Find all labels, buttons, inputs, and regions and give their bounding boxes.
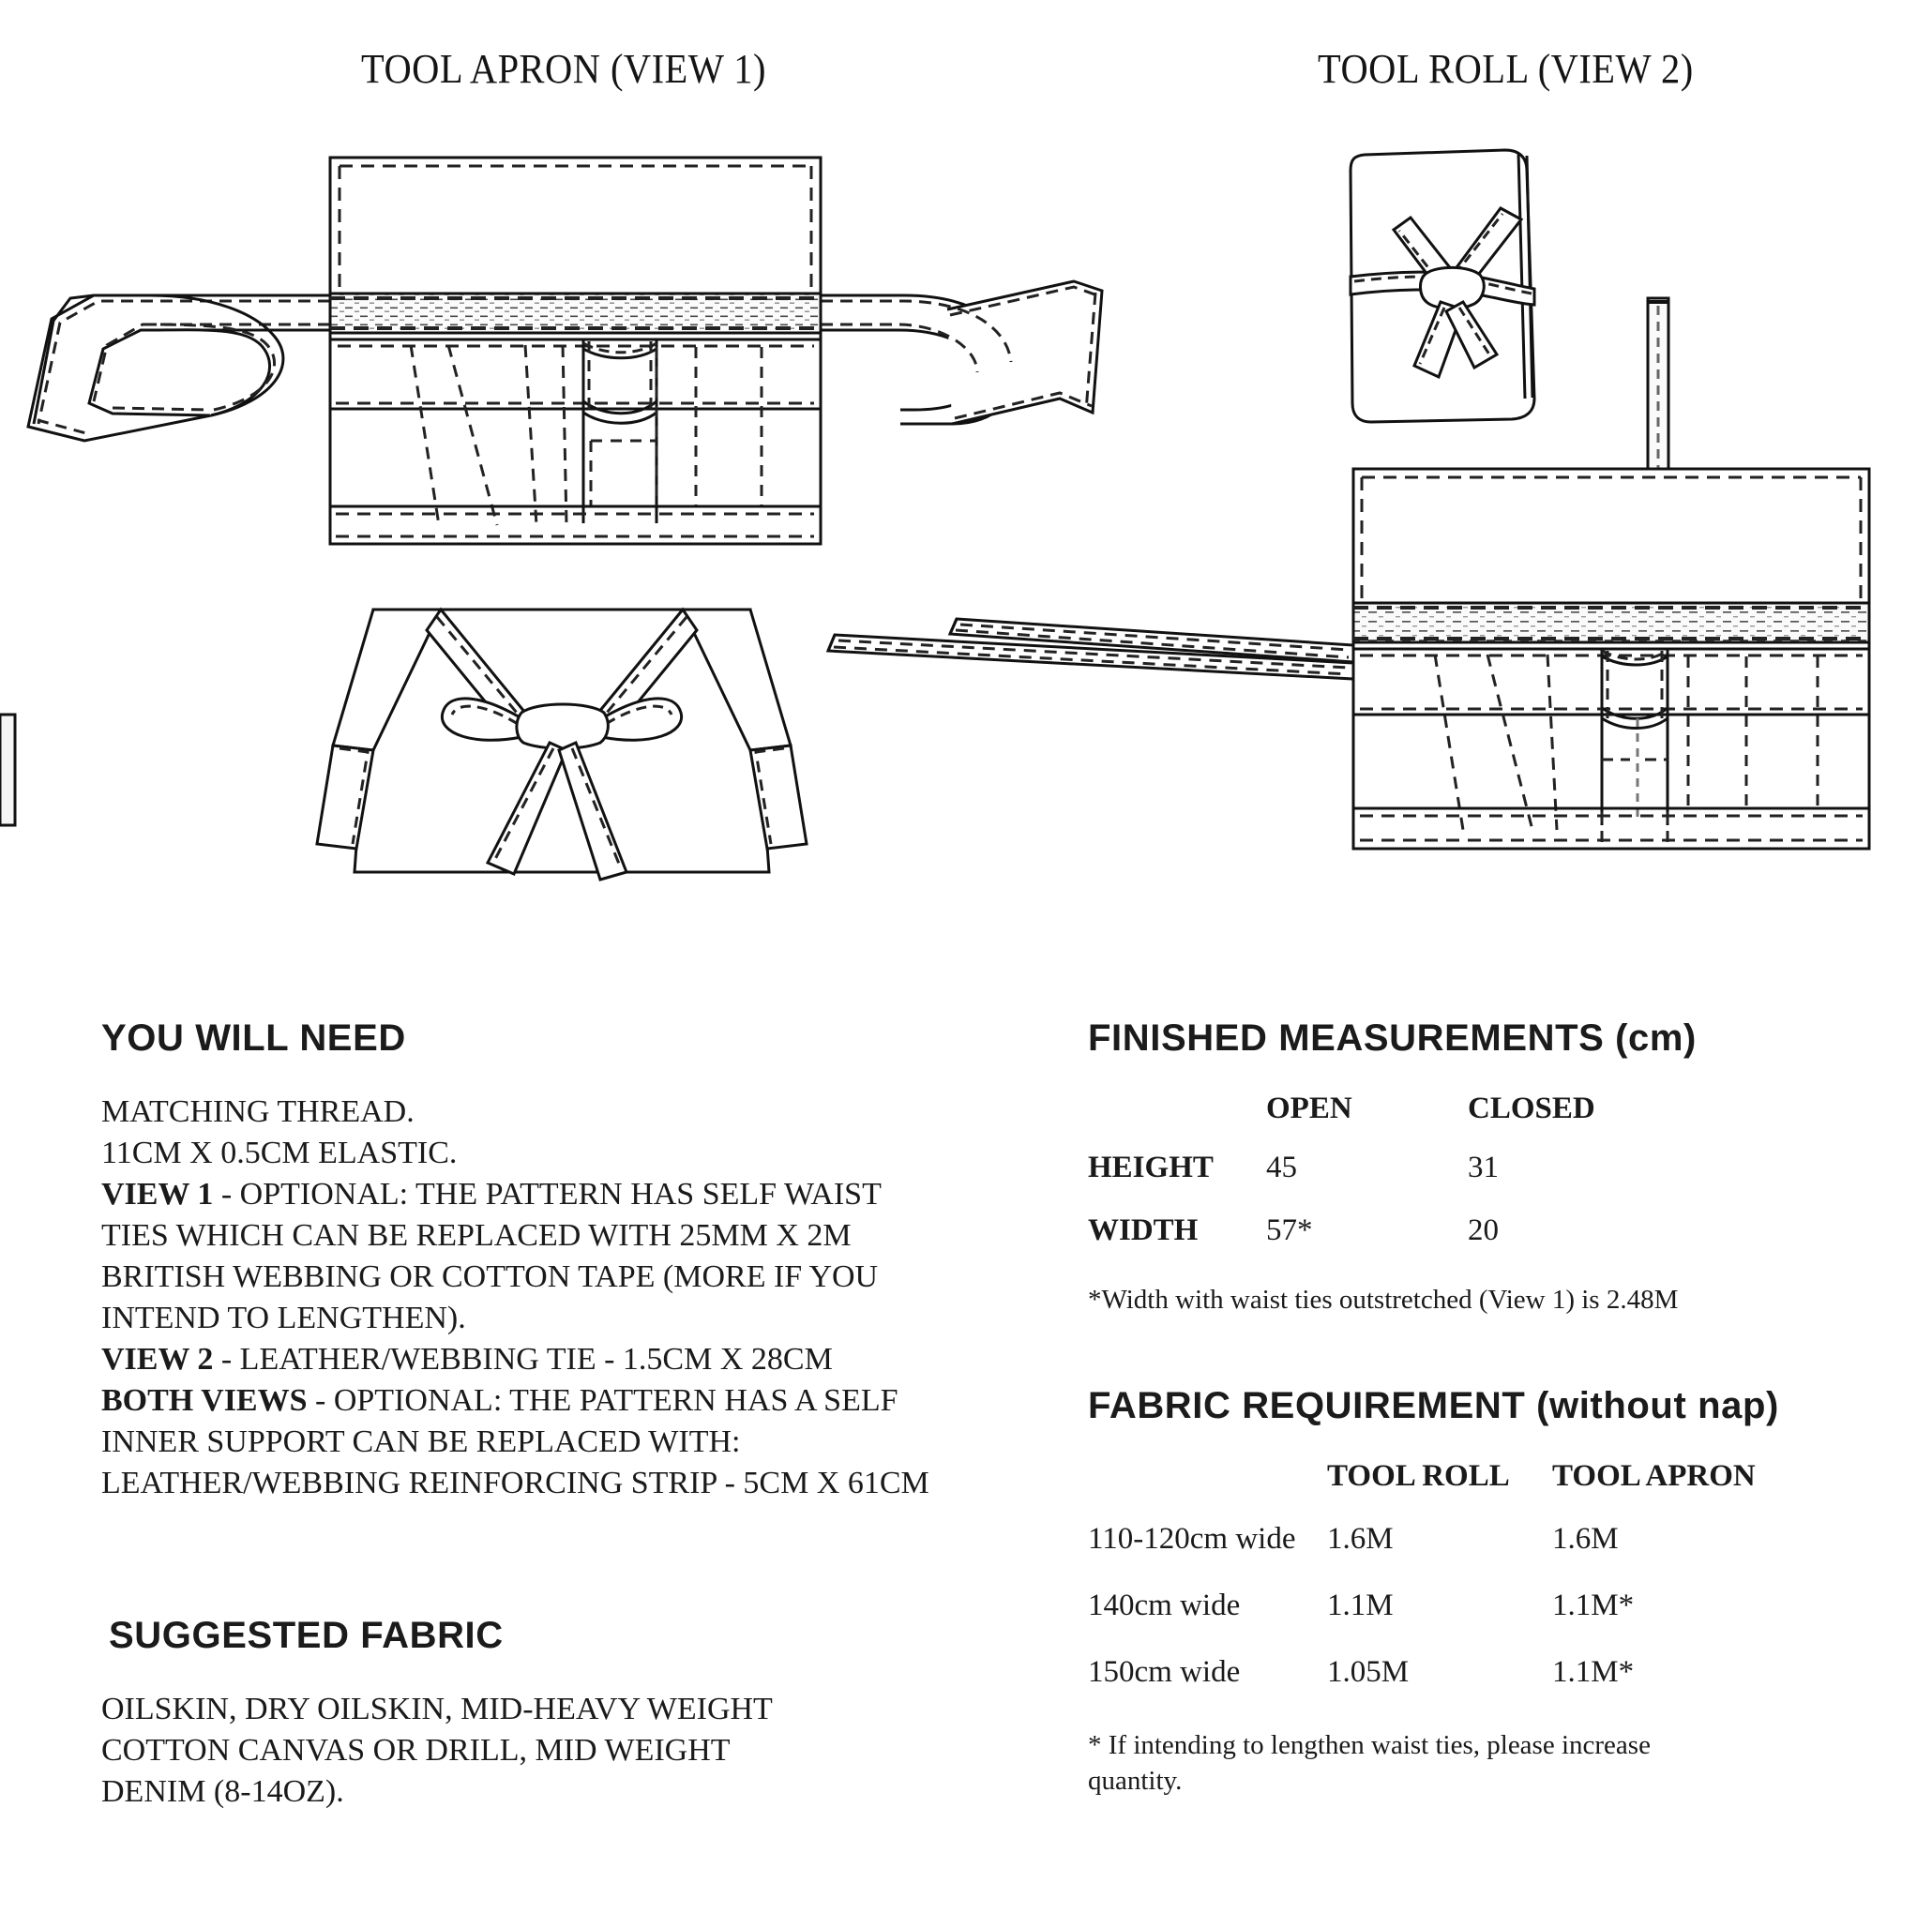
view1-label: VIEW 1 xyxy=(101,1177,214,1212)
fab-row-1-label: 140cm wide xyxy=(1088,1589,1241,1622)
you-will-need-body xyxy=(101,1092,1020,1504)
both-views-label: BOTH VIEWS xyxy=(101,1383,308,1418)
tool-roll-view-title: TOOL ROLL (VIEW 2) xyxy=(1318,46,1694,92)
fab-row-1-roll: 1.1M xyxy=(1327,1589,1394,1622)
suggested-fabric-body xyxy=(101,1689,1020,1813)
fab-footnote-line-2: quantity. xyxy=(1088,1766,1183,1796)
meas-row-height-open: 45 xyxy=(1266,1151,1297,1184)
ywn-view1-cont-3: INTEND TO LENGTHEN). xyxy=(101,1301,466,1335)
tool-apron-front-flat xyxy=(28,158,1102,544)
sf-line-1: OILSKIN, DRY OILSKIN, MID-HEAVY WEIGHT xyxy=(101,1692,773,1726)
fab-row-2-roll: 1.05M xyxy=(1327,1655,1410,1689)
fabric-requirement-footnote xyxy=(1088,1727,1904,1799)
tool-apron-back-bow-flat xyxy=(317,610,807,880)
finished-measurements-table xyxy=(1088,1092,1683,1276)
table-row xyxy=(1088,1655,1777,1722)
view2-label: VIEW 2 xyxy=(101,1342,214,1377)
roll-pocket-body xyxy=(1353,642,1869,849)
fabric-requirement-heading: FABRIC REQUIREMENT (without nap) xyxy=(1088,1385,1779,1426)
sf-line-3: DENIM (8-14OZ). xyxy=(101,1774,344,1809)
fab-row-0-apron: 1.6M xyxy=(1552,1522,1619,1556)
right-text-column xyxy=(1088,1017,1904,1799)
bow-knot xyxy=(517,704,608,748)
fabric-requirement-table xyxy=(1088,1459,1777,1722)
ywn-view2-line xyxy=(101,1339,1020,1380)
technical-illustrations xyxy=(0,0,1932,947)
ywn-both-cont-2: LEATHER/WEBBING REINFORCING STRIP - 5CM X 61CM xyxy=(101,1466,929,1500)
ywn-view1-line xyxy=(101,1174,1020,1215)
roll-upper-flap xyxy=(1353,469,1869,603)
table-row xyxy=(1088,1589,1777,1655)
fab-col-blank xyxy=(1088,1459,1327,1522)
table-header-row xyxy=(1088,1092,1683,1151)
ywn-view1-cont-1: TIES WHICH CAN BE REPLACED WITH 25MM X 2M xyxy=(101,1218,852,1253)
table-header-row xyxy=(1088,1459,1777,1522)
you-will-need-heading: YOU WILL NEED xyxy=(101,1017,406,1059)
ywn-both-line xyxy=(101,1380,1020,1422)
fab-row-0-roll: 1.6M xyxy=(1327,1522,1394,1556)
tool-roll-rolled-closed xyxy=(1351,150,1534,422)
apron-right-waist-tie xyxy=(821,281,1102,424)
ywn-both-cont-1: INNER SUPPORT CAN BE REPLACED WITH: xyxy=(101,1424,741,1459)
table-row xyxy=(1088,1151,1683,1213)
fab-row-2-apron: 1.1M* xyxy=(1552,1655,1635,1689)
roll-vertical-tie-strap xyxy=(1648,298,1668,478)
fab-row-2-label: 150cm wide xyxy=(1088,1655,1241,1689)
ywn-line-2: 11CM X 0.5CM ELASTIC. xyxy=(101,1136,458,1170)
finished-measurements-footnote: *Width with waist ties outstretched (View 1) is 2.48M xyxy=(1088,1285,1679,1315)
fab-row-1-apron: 1.1M* xyxy=(1552,1589,1635,1622)
left-text-column xyxy=(101,1017,1020,1813)
sf-line-2: COTTON CANVAS OR DRILL, MID WEIGHT xyxy=(101,1733,731,1768)
fab-footnote-line-1: * If intending to lengthen waist ties, please increase xyxy=(1088,1730,1651,1760)
meas-row-width-closed: 20 xyxy=(1468,1213,1499,1247)
meas-row-width-open: 57* xyxy=(1266,1213,1313,1247)
fab-col-tool-roll: TOOL ROLL xyxy=(1327,1459,1510,1493)
tool-roll-leather-tie xyxy=(828,619,1353,679)
apron-pocket-body xyxy=(330,333,821,544)
suggested-fabric-heading: SUGGESTED FABRIC xyxy=(109,1615,504,1656)
meas-row-height-closed: 31 xyxy=(1468,1151,1499,1184)
meas-col-blank xyxy=(1088,1092,1266,1151)
fab-col-tool-apron: TOOL APRON xyxy=(1552,1459,1756,1493)
apron-upper-panel xyxy=(330,158,821,294)
both-views-text: - OPTIONAL: THE PATTERN HAS A SELF xyxy=(307,1383,898,1418)
meas-row-height-label: HEIGHT xyxy=(1088,1151,1214,1184)
meas-col-closed: CLOSED xyxy=(1468,1092,1595,1125)
finished-measurements-heading: FINISHED MEASUREMENTS (cm) xyxy=(1088,1017,1697,1059)
meas-col-open: OPEN xyxy=(1266,1092,1352,1125)
view1-text: - OPTIONAL: THE PATTERN HAS SELF WAIST xyxy=(213,1177,882,1212)
apron-left-waist-tie xyxy=(28,295,333,441)
tool-apron-view-title: TOOL APRON (VIEW 1) xyxy=(361,46,766,92)
table-row xyxy=(1088,1522,1777,1589)
table-row xyxy=(1088,1213,1683,1276)
fab-row-0-label: 110-120cm wide xyxy=(1088,1522,1296,1556)
ywn-view1-cont-2: BRITISH WEBBING OR COTTON TAPE (MORE IF YOU xyxy=(101,1259,879,1294)
ywn-line-1: MATCHING THREAD. xyxy=(101,1094,415,1129)
meas-row-width-label: WIDTH xyxy=(1088,1213,1199,1247)
view2-text: - LEATHER/WEBBING TIE - 1.5CM X 28CM xyxy=(213,1342,833,1377)
